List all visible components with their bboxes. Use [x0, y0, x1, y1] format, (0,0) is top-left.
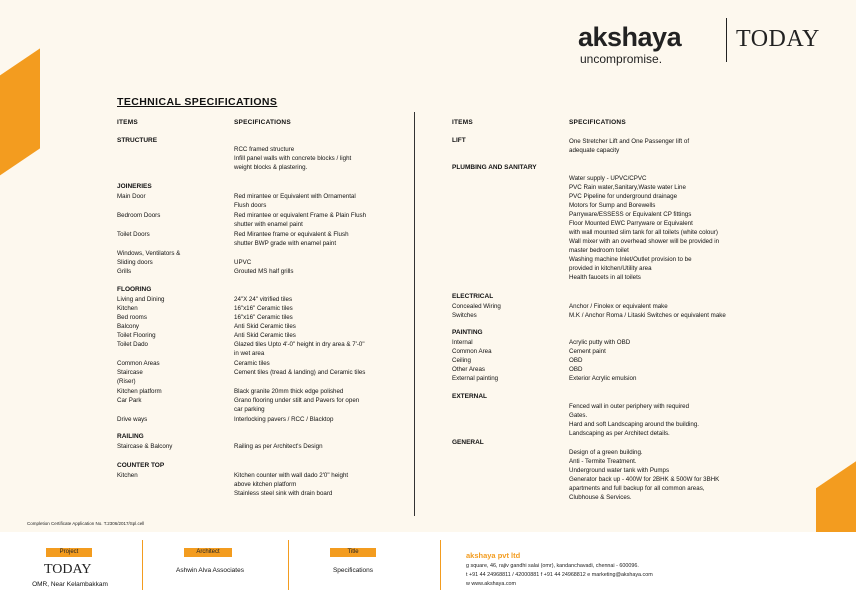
painting-item: External painting [452, 375, 499, 382]
spec-kitchen-platform: Black granite 20mm thick edge polished [234, 388, 344, 395]
footer-divider [142, 540, 143, 590]
electrical-spec: Anchor / Finolex or equivalent make [569, 303, 668, 310]
decorative-stripe-left [0, 48, 40, 195]
spec-common-areas: Ceramic tiles [234, 360, 270, 367]
spec-railing: Railing as per Architect's Design [234, 443, 323, 450]
item-drive-ways: Drive ways [117, 416, 148, 423]
item-common-areas: Common Areas [117, 360, 160, 367]
painting-spec: OBD [569, 357, 583, 364]
flooring-spec: Glazed tiles Upto 4'-0" height in dry area & 7'-0" [234, 341, 365, 348]
item-main-door: Main Door [117, 193, 146, 200]
section-railing: RAILING [117, 433, 144, 440]
project-today-logo: TODAY [44, 562, 92, 577]
items-header-left: ITEMS [117, 119, 138, 126]
section-joineries: JOINERIES [117, 183, 152, 190]
spec-car-park: car parking [234, 406, 265, 413]
item-kitchen-platform: Kitchen platform [117, 388, 162, 395]
items-header-right: ITEMS [452, 119, 473, 126]
specifications-header-right: SPECIFICATIONS [569, 119, 626, 126]
spec-main-door: Red mirantee or Equivalent with Ornamental [234, 193, 356, 200]
section-structure: STRUCTURE [117, 137, 158, 144]
electrical-item: Concealed Wiring [452, 303, 501, 310]
brand-logo [578, 22, 828, 70]
painting-item: Other Areas [452, 366, 486, 373]
structure-spec-line: Infill panel walls with concrete blocks / light [234, 155, 352, 162]
flooring-item: Toilet Dado [117, 341, 148, 348]
item-windows: Windows, Ventilators & [117, 250, 181, 257]
flooring-item: Balcony [117, 323, 140, 330]
flooring-spec: 16"x16" Ceramic tiles [234, 305, 293, 312]
architect-value: Ashwin Alva Associates [176, 567, 244, 574]
item-counter-top: Kitchen [117, 472, 138, 479]
spec-plumbing: master bedroom toilet [569, 247, 629, 254]
item-railing: Staircase & Balcony [117, 443, 173, 450]
spec-counter-top: Kitchen counter with wall dado 2'0" height [234, 472, 349, 479]
section-counter-top: COUNTER TOP [117, 462, 165, 469]
item-car-park: Car Park [117, 397, 142, 404]
spec-general: apartments and full backup for all common areas, [569, 485, 705, 492]
spec-plumbing: Health faucets in all toilets [569, 274, 641, 281]
page-title: TECHNICAL SPECIFICATIONS [117, 96, 278, 108]
title-value: Specifications [332, 567, 374, 574]
section-electrical: ELECTRICAL [452, 293, 494, 300]
section-external: EXTERNAL [452, 393, 488, 400]
spec-general: Generator back up - 400W for 2BHK & 500W for 3BHK [569, 476, 720, 483]
specifications-header-left: SPECIFICATIONS [234, 119, 291, 126]
item-windows: Sliding doors [117, 259, 153, 266]
section-flooring: FLOORING [117, 286, 152, 293]
section-general: GENERAL [452, 439, 484, 446]
painting-spec: Acrylic putty with OBD [569, 339, 631, 346]
flooring-spec: Anti Skid Ceramic tiles [234, 323, 296, 330]
akshaya-logo-text: akshaya [578, 22, 682, 52]
spec-plumbing: Wall mixer with an overhead shower will be provided in [569, 238, 720, 245]
spec-lift: adequate capacity [569, 147, 620, 154]
company-address: g square, 46, rajiv gandhi salai (omr), kandanchavadi, chennai - 600096. [466, 563, 639, 569]
spec-plumbing: Parryware/ESSESS or Equivalent CP fittings [569, 211, 692, 218]
painting-item: Internal [452, 339, 473, 346]
spec-general: Clubhouse & Services. [569, 494, 632, 501]
spec-counter-top: above kitchen platform [234, 481, 297, 488]
spec-drive-ways: Interlocking pavers / RCC / Blacktop [234, 416, 334, 423]
spec-windows: UPVC [234, 259, 252, 266]
item-bedroom-doors: Bedroom Doors [117, 212, 161, 219]
flooring-item: Toilet Flooring [117, 332, 156, 339]
spec-main-door: Flush doors [234, 202, 267, 209]
spec-general: Design of a green building. [569, 449, 643, 456]
flooring-item: Bed rooms [117, 314, 147, 321]
footer [0, 532, 856, 598]
spec-toilet-doors: Red Mirantee frame or equivalent & Flush [234, 231, 349, 238]
flooring-spec: in wet area [234, 350, 265, 357]
painting-item: Common Area [452, 348, 492, 355]
spec-grills: Grouted MS half grills [234, 268, 294, 275]
company-contact: t +91 44 24968811 / 42000881 f +91 44 24968812 e marketing@akshaya.com [466, 572, 653, 578]
spec-staircase: Cement tiles (tread & landing) and Ceramic tiles [234, 369, 366, 376]
flooring-spec: 24"X 24" vitrified tiles [234, 296, 293, 303]
spec-plumbing: provided in kitchen/Utility area [569, 265, 652, 272]
footer-divider [288, 540, 289, 590]
spec-plumbing: Floor Mounted EWC Parryware or Equivalent [569, 220, 693, 227]
logo-divider [726, 18, 727, 62]
spec-plumbing: Washing machine Inlet/Outlet provision to be [569, 256, 692, 263]
flooring-item: Kitchen [117, 305, 138, 312]
spec-plumbing: with wall mounted slim tank for all toilets (white colour) [569, 229, 718, 236]
painting-spec: OBD [569, 366, 583, 373]
spec-plumbing: Water supply - UPVC/CPVC [569, 175, 647, 182]
spec-general: Underground water tank with Pumps [569, 467, 670, 474]
flooring-item: Living and Dining [117, 296, 165, 303]
structure-spec-line: RCC framed structure [234, 146, 295, 153]
certificate-note: Completion Certificate Application No. T.2306/2017/Spl.cell [27, 521, 145, 526]
spec-external: Gates. [569, 412, 588, 419]
spec-external: Fenced wall in outer periphery with required [569, 403, 690, 410]
spec-toilet-doors: shutter BWP grade with enamel paint [234, 240, 337, 247]
architect-label: Architect [184, 548, 232, 557]
flooring-spec: Anti Skid Ceramic tiles [234, 332, 296, 339]
flooring-spec: 16"x16" Ceramic tiles [234, 314, 293, 321]
item-grills: Grills [117, 268, 132, 275]
spec-external: Landscaping as per Architect details. [569, 430, 670, 437]
item-staircase-riser: (Riser) [117, 378, 136, 385]
spec-plumbing: PVC Pipeline for underground drainage [569, 193, 678, 200]
structure-spec-line: weight blocks & plastering. [234, 164, 308, 171]
project-label: Project [46, 548, 92, 557]
item-toilet-doors: Toilet Doors [117, 231, 150, 238]
section-plumbing: PLUMBING AND SANITARY [452, 164, 537, 171]
painting-spec: Cement paint [569, 348, 606, 355]
section-lift: LIFT [452, 137, 466, 144]
spec-plumbing: Motors for Sump and Borewells [569, 202, 656, 209]
electrical-item: Switches [452, 312, 477, 319]
today-logo: TODAY [736, 26, 820, 52]
project-location: OMR, Near Kelambakkam [32, 581, 108, 588]
electrical-spec: M.K / Anchor Roma / Litaski Switches or equivalent make [569, 312, 726, 319]
footer-divider [440, 540, 441, 590]
spec-plumbing: PVC Rain water,Sanitary,Waste water Line [569, 184, 686, 191]
spec-counter-top: Stainless steel sink with drain board [234, 490, 333, 497]
item-staircase: Staircase [117, 369, 143, 376]
company-name: akshaya pvt ltd [466, 551, 521, 560]
painting-spec: Exterior Acrylic emulsion [569, 375, 637, 382]
company-website[interactable]: w www.akshaya.com [466, 581, 517, 587]
spec-bedroom-doors: shutter with enamel paint [234, 221, 303, 228]
spec-bedroom-doors: Red mirantee or equivalent Frame & Plain Flush [234, 212, 367, 219]
spec-lift: One Stretcher Lift and One Passenger lift of [569, 138, 690, 145]
spec-car-park: Grano flooring under stilt and Pavers for open [234, 397, 360, 404]
section-painting: PAINTING [452, 329, 483, 336]
spec-general: Anti - Termite Treatment. [569, 458, 637, 465]
brand-tagline: uncompromise. [580, 52, 663, 66]
painting-item: Ceiling [452, 357, 471, 364]
column-divider [414, 112, 415, 516]
spec-external: Hard and soft Landscaping around the building. [569, 421, 700, 428]
title-label: Title [330, 548, 376, 557]
